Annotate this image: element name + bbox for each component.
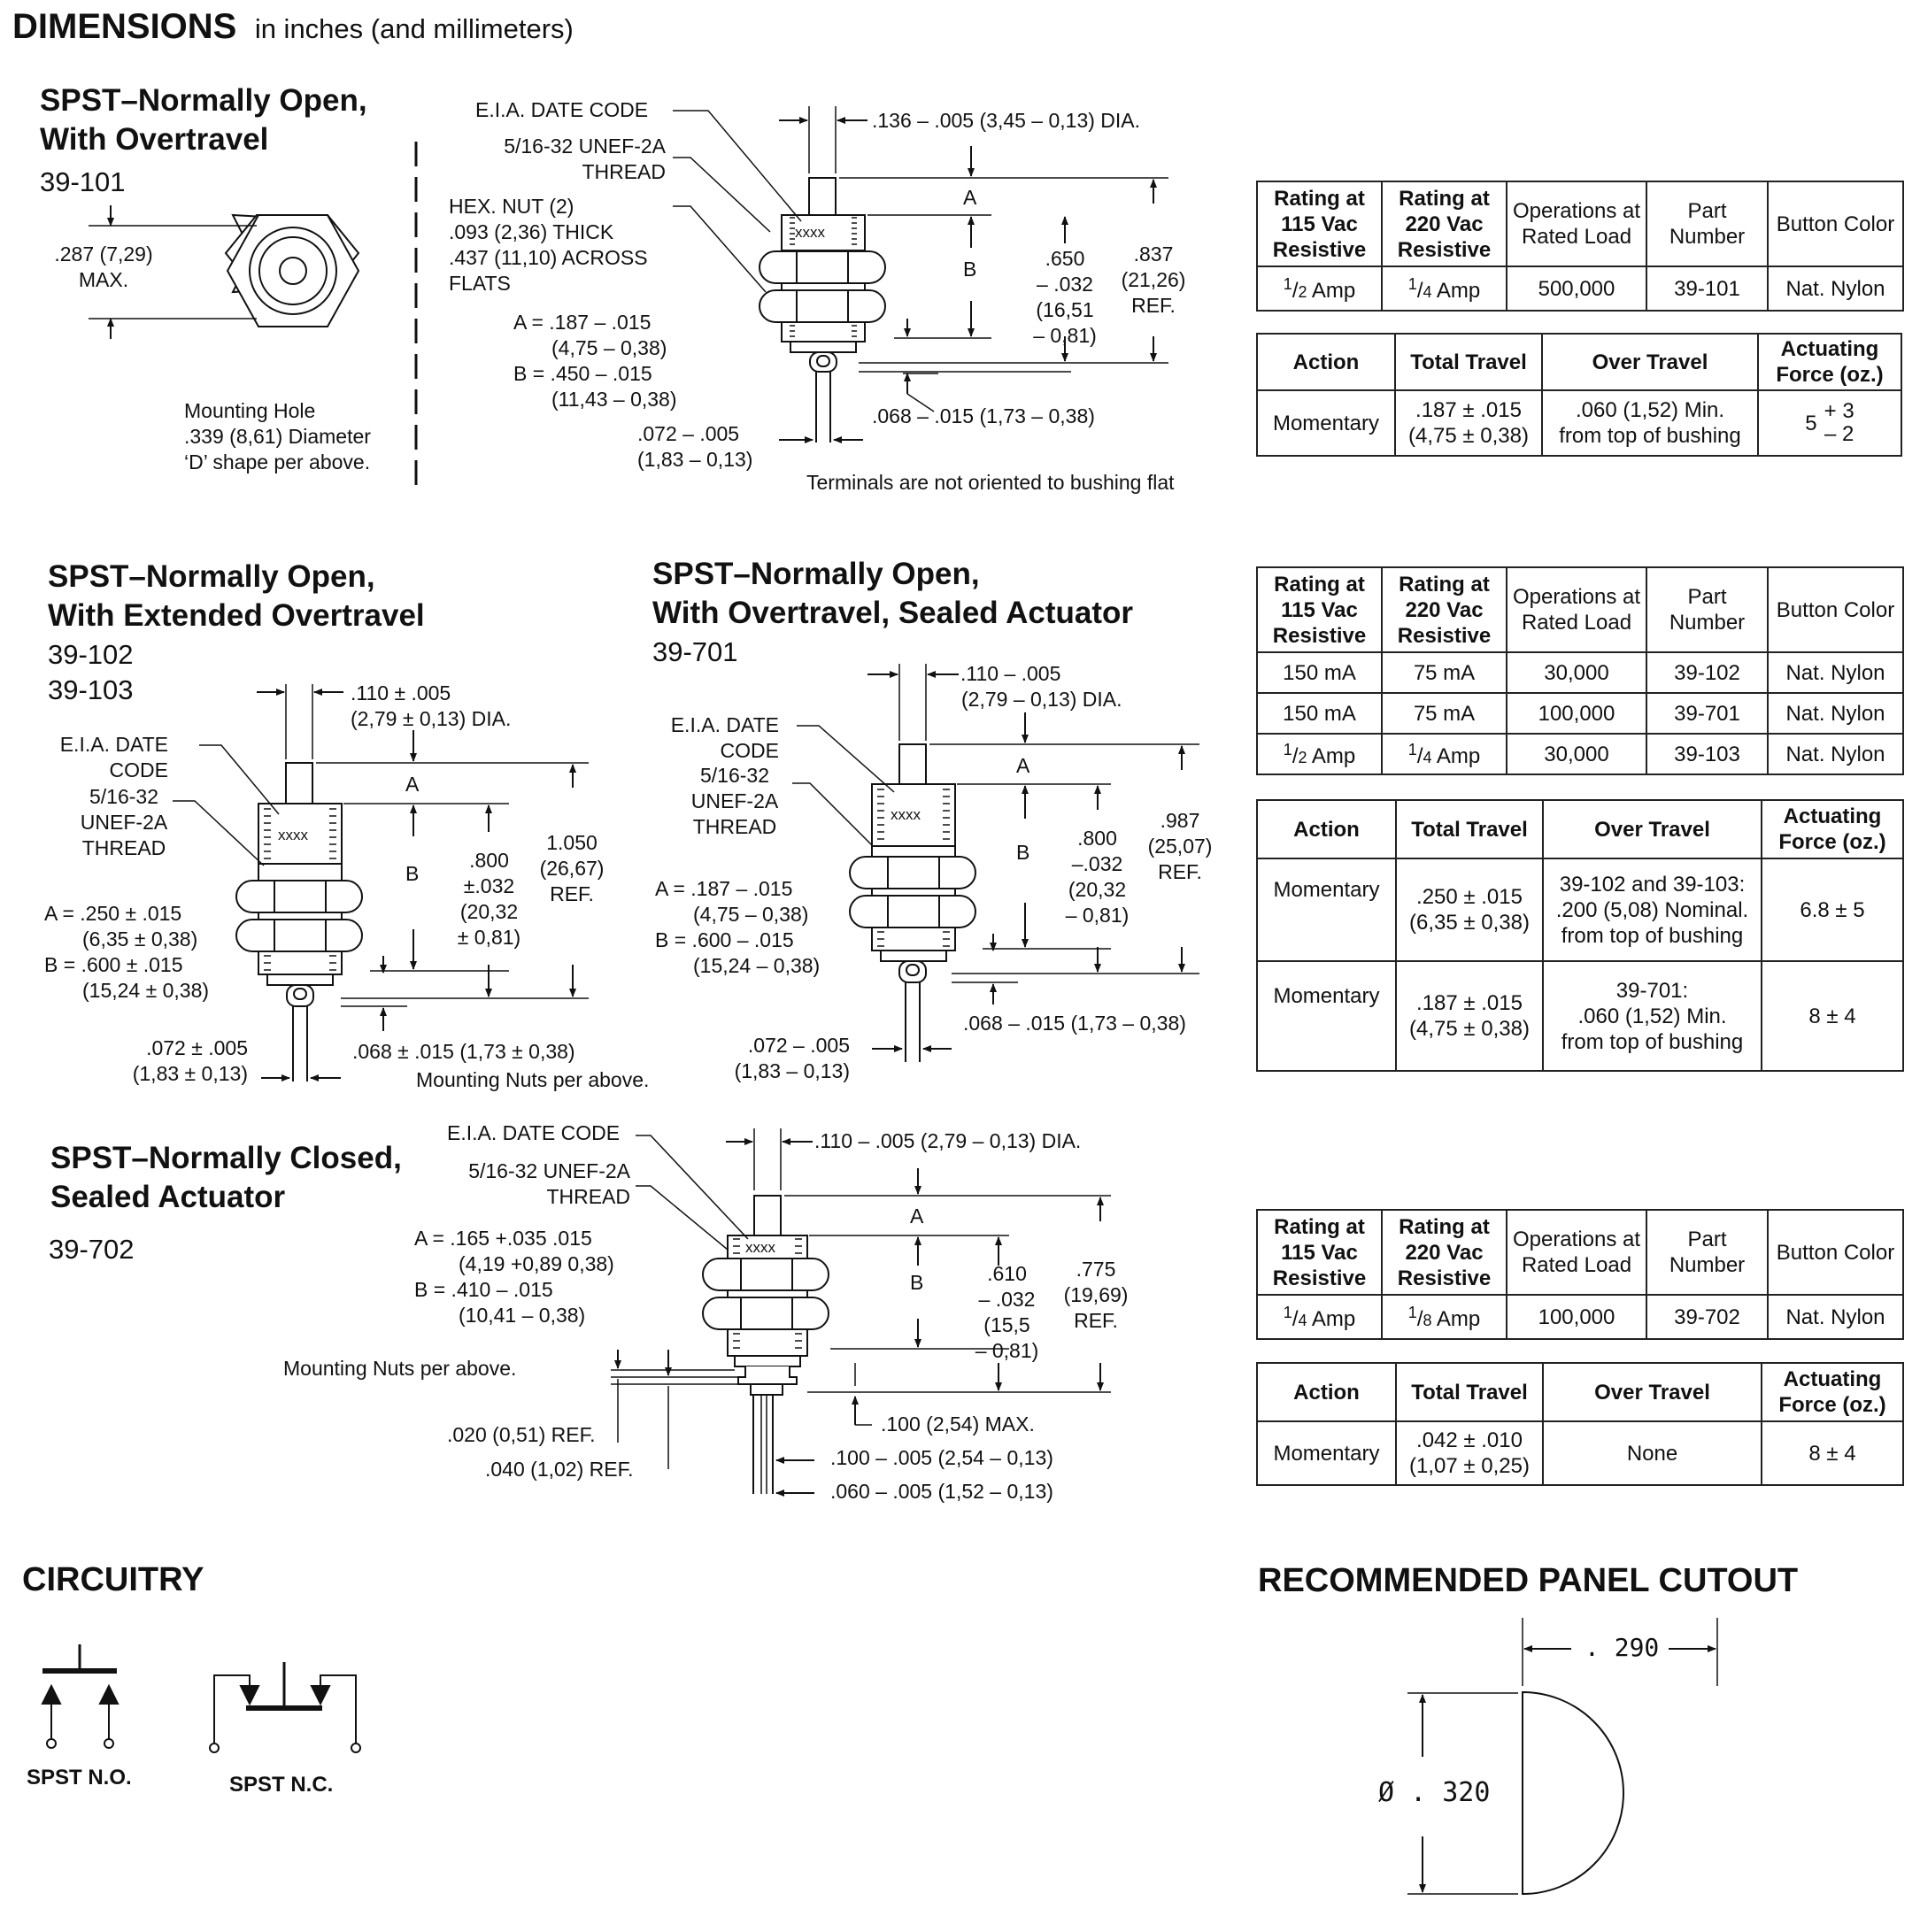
thread-label: 5/16-32 UNEF-2A THREAD <box>504 135 666 183</box>
header-action: Action <box>1257 800 1396 858</box>
cell-rating-115: $^1$/2 Amp <box>1257 266 1382 311</box>
action-table-39-101 <box>1256 333 1902 457</box>
thread-label: 5/16-32 UNEF-2A THREAD <box>690 764 779 838</box>
header-rating-220: Rating at 220 Vac Resistive <box>1382 567 1507 652</box>
table-row <box>1257 652 1903 693</box>
header-operations: Operations at Rated Load <box>1507 181 1646 266</box>
date-code-marking: xxxx <box>278 827 308 843</box>
table-row <box>1257 693 1903 734</box>
max-dim-label: .100 (2,54) MAX. <box>881 1412 1035 1436</box>
cell-over-travel: .060 (1,52) Min. from top of bushing <box>1542 390 1758 456</box>
overall-height-dim: .650 – .032 (16,51 – 0,81) <box>1033 247 1097 347</box>
spst-no-symbol <box>42 1644 118 1748</box>
table-row <box>1257 390 1901 456</box>
header-over-travel: Over Travel <box>1543 800 1762 858</box>
dim-b-marker: B <box>910 1271 924 1294</box>
date-code-marking: xxxx <box>891 806 921 823</box>
switch-39-102-side-view <box>236 763 362 1081</box>
section-title: SPST–Normally Open, With Overtravel <box>40 83 367 157</box>
cell-rating-220: 75 mA <box>1382 693 1507 734</box>
header-operations: Operations at Rated Load <box>1507 1210 1646 1295</box>
part-number-label: 39-101 <box>40 166 126 197</box>
page-subtitle: in inches (and millimeters) <box>254 13 574 44</box>
eia-date-code-label: E.I.A. DATE CODE <box>59 733 168 781</box>
eia-date-code-label: E.I.A. DATE CODE <box>447 1121 621 1144</box>
terminal-offset-dim: .068 – .015 (1,73 – 0,38) <box>963 1012 1186 1035</box>
header-over-travel: Over Travel <box>1543 1363 1762 1421</box>
dim-a-label: A = .165 +.035 .015 (4,19 +0,89 0,38) B = .410 – .015 (10,41 – 0,38) <box>414 1227 614 1327</box>
spst-nc-label: SPST N.C. <box>229 1773 334 1797</box>
terminal-width-dim: .100 – .005 (2,54 – 0,13) <box>830 1446 1053 1469</box>
panel-cutout-title: RECOMMENDED PANEL CUTOUT <box>1258 1562 1799 1599</box>
header-part-number: Part Number <box>1646 181 1768 266</box>
page-title: DIMENSIONS <box>12 7 237 46</box>
cell-rating-220: $^1$/4 Amp <box>1382 266 1507 311</box>
ref-height-dim: .987 (25,07) REF. <box>1147 809 1213 883</box>
header-actuating-force: Actuating Force (oz.) <box>1762 800 1903 858</box>
ref-dim-label: .040 (1,02) REF. <box>485 1458 634 1481</box>
header-actuating-force: Actuating Force (oz.) <box>1758 334 1901 390</box>
cell-button-color: Nat. Nylon <box>1768 1295 1903 1339</box>
dim-a-marker: A <box>405 773 420 796</box>
cell-rating-220: $^1$/4 Amp <box>1382 734 1507 774</box>
part-number-label: 39-102 39-103 <box>48 639 134 705</box>
cell-total-travel: .250 ± .015 (6,35 ± 0,38) <box>1396 858 1543 961</box>
cell-rating-115: $^1$/4 Amp <box>1257 1295 1382 1339</box>
header-button-color: Button Color <box>1768 567 1903 652</box>
cell-rating-220: 75 mA <box>1382 652 1507 693</box>
cell-action: Momentary <box>1257 390 1395 456</box>
eia-date-code-label: E.I.A. DATE CODE <box>670 713 779 762</box>
cell-rating-115: 150 mA <box>1257 693 1382 734</box>
switch-39-101-side-view <box>760 178 885 443</box>
table-row <box>1257 266 1903 311</box>
header-total-travel: Total Travel <box>1395 334 1542 390</box>
action-table-39-102-103-701 <box>1256 799 1904 1072</box>
cell-over-travel: 39-701: .060 (1,52) Min. from top of bushing <box>1543 961 1762 1071</box>
cell-actuating-force: 8 ± 4 <box>1762 1421 1903 1485</box>
cell-operations: 100,000 <box>1507 1295 1646 1339</box>
orientation-note: Terminals are not oriented to bushing flat <box>806 471 1175 494</box>
cell-action: Momentary <box>1257 858 1396 961</box>
plunger-diameter-dim: .136 – .005 (3,45 – 0,13) DIA. <box>872 109 1141 132</box>
header-rating-115: Rating at 115 Vac Resistive <box>1257 567 1382 652</box>
table-row <box>1257 734 1903 774</box>
header-operations: Operations at Rated Load <box>1507 567 1646 652</box>
spst-no-label: SPST N.O. <box>27 1766 132 1790</box>
cell-button-color: Nat. Nylon <box>1768 266 1903 311</box>
terminal-offset-dim: .068 – .015 (1,73 – 0,38) <box>872 404 1095 427</box>
max-dimension-label: .287 (7,29) MAX. <box>54 242 153 291</box>
cell-part-number: 39-701 <box>1646 693 1768 734</box>
section-title: SPST–Normally Open, With Extended Overtravel <box>48 559 425 633</box>
part-number-label: 39-701 <box>652 636 738 667</box>
ref-height-dim: .837 (21,26) REF. <box>1121 242 1186 317</box>
section-title: SPST–Normally Open, With Overtravel, Sealed Actuator <box>652 557 1133 630</box>
header-button-color: Button Color <box>1768 181 1903 266</box>
section-title: SPST–Normally Closed, Sealed Actuator <box>50 1141 402 1214</box>
dim-a-label: A = .187 – .015 (4,75 – 0,38) B = .450 – .015 (11,43 – 0,38) <box>513 311 677 411</box>
header-part-number: Part Number <box>1646 1210 1768 1295</box>
dim-b-marker: B <box>405 862 420 885</box>
mounting-nuts-note: Mounting Nuts per above. <box>283 1357 517 1380</box>
cell-rating-115: $^1$/2 Amp <box>1257 734 1382 774</box>
cell-button-color: Nat. Nylon <box>1768 693 1903 734</box>
cell-over-travel: None <box>1543 1421 1762 1485</box>
ref-dim-label: .020 (0,51) REF. <box>447 1423 596 1446</box>
cell-actuating-force: 5 + 3 – 2 <box>1758 390 1901 456</box>
terminal-width-dim: .072 ± .005 (1,83 ± 0,13) <box>132 1036 248 1085</box>
rating-table-39-702 <box>1256 1209 1904 1340</box>
overall-height-dim: .800 ±.032 (20,32 ± 0,81) <box>457 849 521 949</box>
circuitry-title: CIRCUITRY <box>22 1561 204 1598</box>
cell-part-number: 39-103 <box>1646 734 1768 774</box>
hex-nut-label: HEX. NUT (2) .093 (2,36) THICK .437 (11,10) ACROSS FLATS <box>449 195 648 295</box>
thread-label: 5/16-32 UNEF-2A THREAD <box>80 785 168 859</box>
terminal-offset-dim: .068 ± .015 (1,73 ± 0,38) <box>352 1040 575 1063</box>
dim-b-marker: B <box>963 258 977 281</box>
dim-a-label: A = .250 ± .015 (6,35 ± 0,38) B = .600 ± .015 (15,24 ± 0,38) <box>44 902 210 1002</box>
mounting-nuts-note: Mounting Nuts per above. <box>416 1068 650 1091</box>
header-total-travel: Total Travel <box>1396 1363 1543 1421</box>
cell-over-travel: 39-102 and 39-103: .200 (5,08) Nominal. from top of bushing <box>1543 858 1762 961</box>
date-code-marking: xxxx <box>745 1239 775 1256</box>
spst-nc-symbol <box>210 1662 360 1752</box>
header-rating-115: Rating at 115 Vac Resistive <box>1257 181 1382 266</box>
cell-operations: 30,000 <box>1507 734 1646 774</box>
cell-operations: 30,000 <box>1507 652 1646 693</box>
cutout-diameter-dim: Ø . 320 <box>1378 1777 1491 1808</box>
switch-39-701-side-view <box>850 744 975 1062</box>
thread-label: 5/16-32 UNEF-2A THREAD <box>468 1159 630 1208</box>
header-over-travel: Over Travel <box>1542 334 1758 390</box>
header-rating-220: Rating at 220 Vac Resistive <box>1382 181 1507 266</box>
cutout-width-dim: . 290 <box>1585 1633 1660 1662</box>
cell-button-color: Nat. Nylon <box>1768 652 1903 693</box>
action-table-39-702 <box>1256 1362 1904 1486</box>
cell-rating-220: $^1$/8 Amp <box>1382 1295 1507 1339</box>
terminal-thickness-dim: .060 – .005 (1,52 – 0,13) <box>830 1480 1053 1503</box>
cell-button-color: Nat. Nylon <box>1768 734 1903 774</box>
cell-action: Momentary <box>1257 961 1396 1071</box>
dim-a-marker: A <box>1016 754 1030 777</box>
plunger-diameter-dim: .110 – .005 (2,79 – 0,13) DIA. <box>960 662 1122 711</box>
cell-total-travel: .187 ± .015 (4,75 ± 0,38) <box>1395 390 1542 456</box>
date-code-marking: xxxx <box>795 224 825 241</box>
dim-a-marker: A <box>963 186 977 209</box>
ref-height-dim: 1.050 (26,67) REF. <box>539 831 605 905</box>
cell-total-travel: .042 ± .010 (1,07 ± 0,25) <box>1396 1421 1543 1485</box>
cell-part-number: 39-101 <box>1646 266 1768 311</box>
cell-operations: 500,000 <box>1507 266 1646 311</box>
table-row <box>1257 961 1903 1071</box>
ref-height-dim: .775 (19,69) REF. <box>1063 1258 1129 1332</box>
cell-part-number: 39-102 <box>1646 652 1768 693</box>
overall-height-dim: .610 – .032 (15,5 – 0,81) <box>975 1262 1039 1362</box>
header-actuating-force: Actuating Force (oz.) <box>1762 1363 1903 1421</box>
header-part-number: Part Number <box>1646 567 1768 652</box>
overall-height-dim: .800 –.032 (20,32 – 0,81) <box>1065 827 1130 927</box>
part-number-label: 39-702 <box>49 1234 135 1265</box>
rating-table-39-102-103-701 <box>1256 566 1904 775</box>
cell-action: Momentary <box>1257 1421 1396 1485</box>
table-row <box>1257 1421 1903 1485</box>
cell-actuating-force: 8 ± 4 <box>1762 961 1903 1071</box>
header-button-color: Button Color <box>1768 1210 1903 1295</box>
cell-part-number: 39-702 <box>1646 1295 1768 1339</box>
header-action: Action <box>1257 334 1395 390</box>
cell-operations: 100,000 <box>1507 693 1646 734</box>
header-action: Action <box>1257 1363 1396 1421</box>
header-rating-220: Rating at 220 Vac Resistive <box>1382 1210 1507 1295</box>
terminal-width-dim: .072 – .005 (1,83 – 0,13) <box>637 422 753 471</box>
terminal-width-dim: .072 – .005 (1,83 – 0,13) <box>734 1034 850 1082</box>
rating-table-39-101 <box>1256 181 1904 312</box>
mounting-hole-note: Mounting Hole .339 (8,61) Diameter ‘D’ shape per above. <box>184 399 371 473</box>
eia-date-code-label: E.I.A. DATE CODE <box>475 98 649 121</box>
header-total-travel: Total Travel <box>1396 800 1543 858</box>
dim-b-marker: B <box>1016 841 1030 864</box>
plunger-diameter-dim: .110 ± .005 (2,79 ± 0,13) DIA. <box>351 681 512 730</box>
dim-a-marker: A <box>910 1205 924 1228</box>
table-row <box>1257 1295 1903 1339</box>
cell-rating-115: 150 mA <box>1257 652 1382 693</box>
header-rating-115: Rating at 115 Vac Resistive <box>1257 1210 1382 1295</box>
dim-a-label: A = .187 – .015 (4,75 – 0,38) B = .600 – .015 (15,24 – 0,38) <box>655 877 821 977</box>
cell-actuating-force: 6.8 ± 5 <box>1762 858 1903 961</box>
cell-total-travel: .187 ± .015 (4,75 ± 0,38) <box>1396 961 1543 1071</box>
plunger-diameter-dim: .110 – .005 (2,79 – 0,13) DIA. <box>814 1129 1082 1152</box>
table-row <box>1257 858 1903 961</box>
